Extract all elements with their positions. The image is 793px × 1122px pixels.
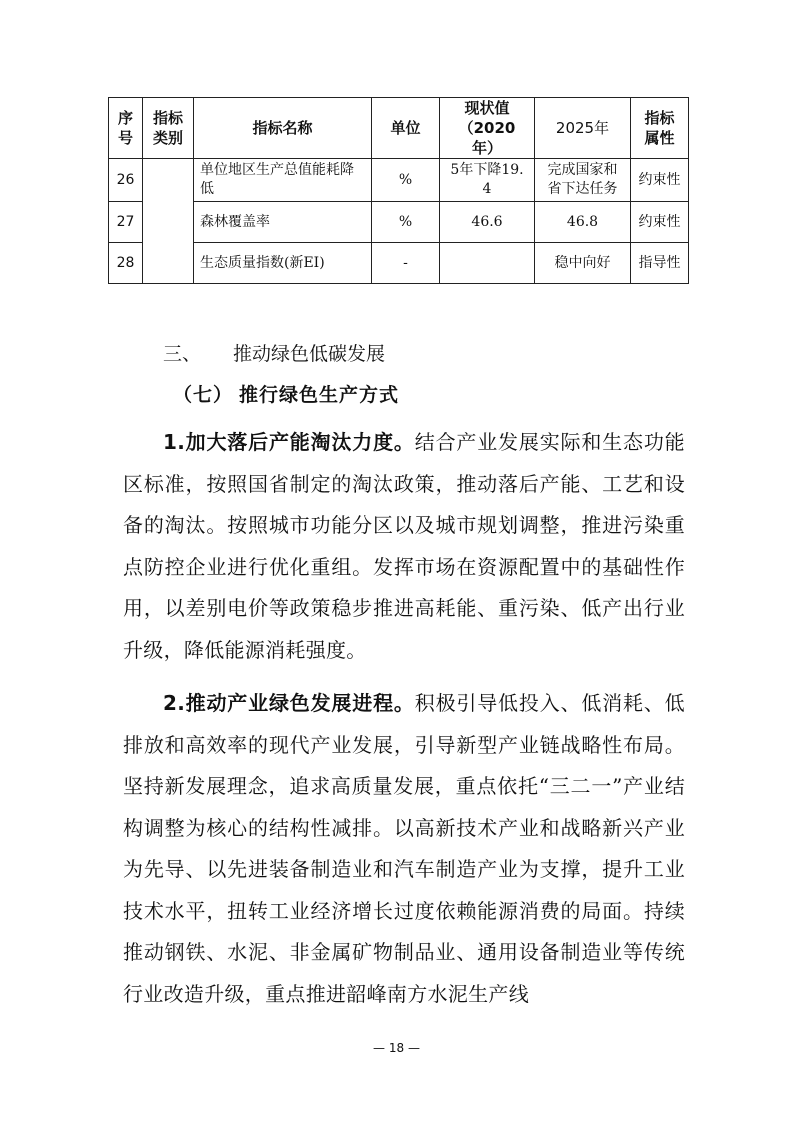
row-name: 生态质量指数(新EI) [194, 243, 372, 284]
paragraph-body: 积极引导低投入、低消耗、低排放和高效率的现代产业发展，引导新型产业链战略性布局。坚持新发展理念，追求高质量发展，重点依托“三二一”产业结构调整为核心的结构性减排。以高新技术产业和战略新兴产业为先导、以先进装备制造业和汽车制造产业为支撑，提升工业技术水平，扭转工业经济增长过度依赖能源消费的局面。持续推动钢铁、水泥、非金属矿物制品业、通用设备制造业等传统行业改造升级，重点推进韶峰南方水泥生产线 [123, 691, 685, 1006]
row-attr: 指导性 [631, 243, 689, 284]
row-no: 27 [109, 202, 143, 243]
row-unit: - [372, 243, 440, 284]
header-name: 指标名称 [194, 98, 372, 159]
header-category: 指标类别 [143, 98, 194, 159]
row-attr: 约束性 [631, 202, 689, 243]
row-target: 完成国家和省下达任务 [535, 159, 631, 202]
row-current: 5年下降19.4 [440, 159, 535, 202]
section-title: 推动绿色低碳发展 [233, 343, 386, 365]
indicator-table [108, 97, 689, 284]
header-unit: 单位 [372, 98, 440, 159]
row-unit: % [372, 159, 440, 202]
subsection-number: （七） [173, 384, 234, 406]
row-unit: % [372, 202, 440, 243]
header-target: 2025年 [535, 98, 631, 159]
row-target: 稳中向好 [535, 243, 631, 284]
header-attr: 指标属性 [631, 98, 689, 159]
section-heading [163, 339, 385, 366]
row-current [440, 243, 535, 284]
paragraph-body: 结合产业发展实际和生态功能区标准，按照国省制定的淘汰政策，推动落后产能、工艺和设备的淘汰。按照城市功能分区以及城市规划调整，推进污染重点防控企业进行优化重组。发挥市场在资源配置中的基础性作用，以差别电价等政策稳步推进高耗能、重污染、低产出行业升级，降低能源消耗强度。 [123, 430, 685, 662]
row-attr: 约束性 [631, 159, 689, 202]
header-current: 现状值（2020年） [440, 98, 535, 159]
row-target: 46.8 [535, 202, 631, 243]
page-number: — 18 — [373, 1041, 420, 1055]
paragraph-lead: 1.加大落后产能淘汰力度。 [163, 430, 415, 454]
row-name: 单位地区生产总值能耗降低 [194, 159, 372, 202]
section-number: 三、 [163, 343, 202, 365]
header-no: 序号 [109, 98, 143, 159]
subsection-heading [173, 380, 399, 407]
row-name: 森林覆盖率 [194, 202, 372, 243]
paragraph [123, 422, 685, 671]
paragraph-lead: 2.推动产业绿色发展进程。 [163, 691, 415, 715]
paragraph [123, 683, 685, 1015]
row-current: 46.6 [440, 202, 535, 243]
table-row [109, 159, 689, 202]
category-cell [143, 159, 194, 284]
table-row [109, 243, 689, 284]
row-no: 28 [109, 243, 143, 284]
table-row [109, 202, 689, 243]
table-header-row [109, 98, 689, 159]
row-no: 26 [109, 159, 143, 202]
subsection-title: 推行绿色生产方式 [239, 384, 400, 406]
